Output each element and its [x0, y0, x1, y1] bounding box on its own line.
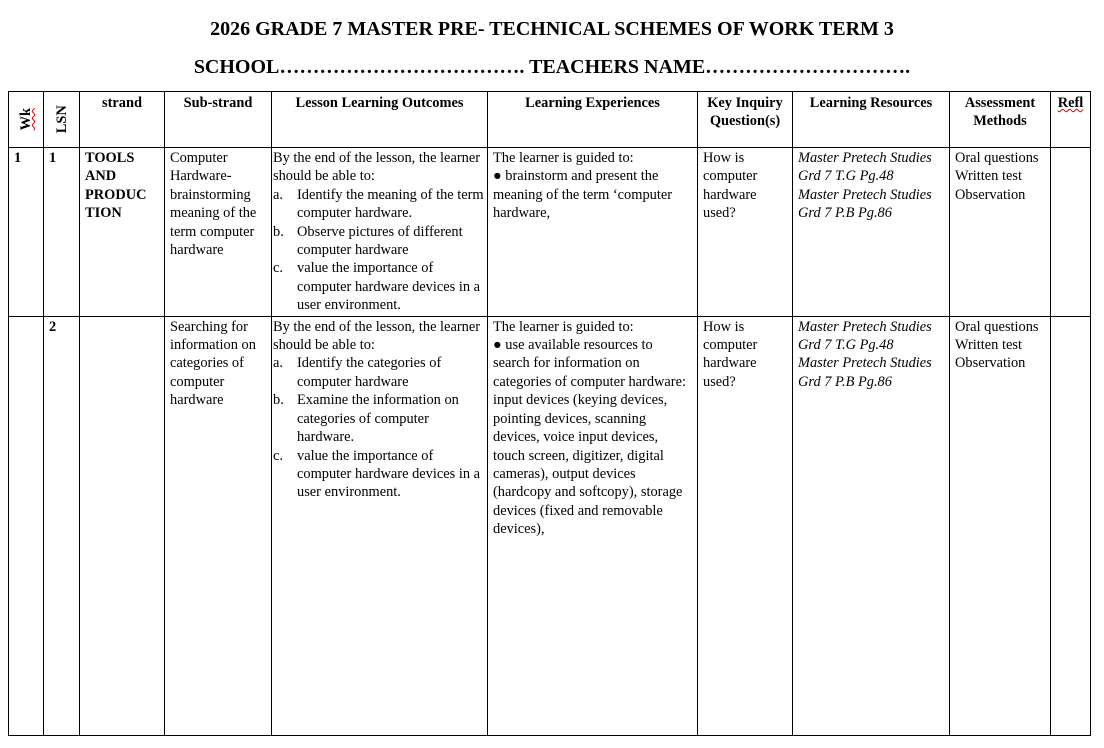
outcomes-list	[273, 186, 484, 315]
experiences-intro: The learner is guided to:	[493, 318, 634, 335]
table-row	[9, 316, 1091, 735]
cell-inquiry: How is computer hardware used?	[698, 148, 793, 317]
list-item: a. Identify the meaning of the term computer hardware.	[273, 186, 484, 222]
header-outcomes: Lesson Learning Outcomes	[272, 92, 488, 148]
schemes-of-work-table	[8, 91, 1091, 736]
header-refl: Refl	[1051, 92, 1091, 148]
list-item: c. value the importance of computer hardware devices in a user environment.	[273, 447, 480, 501]
cell-substrand: Searching for information on categories of computer hardware	[165, 316, 272, 735]
header-wk: Wk	[9, 92, 44, 148]
cell-wk	[9, 316, 44, 735]
header-inquiry: Key Inquiry Question(s)	[698, 92, 793, 148]
cell-wk: 1	[9, 148, 44, 317]
header-resources: Learning Resources	[793, 92, 950, 148]
cell-substrand: Computer Hardware- brainstorming meaning of the term computer hardware	[165, 148, 272, 317]
cell-resources	[793, 148, 950, 317]
header-strand: strand	[80, 92, 165, 148]
outcomes-intro: By the end of the lesson, the learner should be able to:	[273, 150, 480, 185]
outcomes-list	[273, 354, 484, 501]
header-substrand: Sub-strand	[165, 92, 272, 148]
list-item: b. Examine the information on categories of computer hardware.	[273, 392, 459, 446]
experiences-text: ● brainstorm and present the meaning of the term ‘computer hardware,	[493, 168, 673, 222]
cell-outcomes	[272, 316, 488, 735]
document-title: 2026 GRADE 7 MASTER PRE- TECHNICAL SCHEMES OF WORK TERM 3	[210, 18, 894, 40]
resource-item: Master Pretech Studies Grd 7 P.B Pg.86	[798, 355, 932, 390]
cell-strand: TOOLS AND PRODUC TION	[80, 148, 165, 317]
list-item: c. value the importance of computer hardware devices in a user environment.	[273, 260, 480, 314]
resource-item: Master Pretech Studies Grd 7 P.B Pg.86	[798, 186, 932, 222]
cell-experiences	[488, 148, 698, 317]
header-lsn: LSN	[44, 92, 80, 148]
cell-strand	[80, 316, 165, 735]
resource-item: Master Pretech Studies Grd 7 T.G Pg.48	[798, 318, 932, 354]
document-subtitle: SCHOOL………………………………. TEACHERS NAME………………………….	[193, 56, 911, 78]
resource-item: Master Pretech Studies Grd 7 T.G Pg.48	[798, 150, 932, 185]
table-row	[9, 148, 1091, 317]
outcomes-intro: By the end of the lesson, the learner should be able to:	[273, 318, 480, 354]
cell-assessment: Oral questions Written test Observation	[950, 316, 1051, 735]
cell-experiences	[488, 316, 698, 735]
list-item: b. Observe pictures of different computer hardware	[273, 223, 463, 259]
header-assessment: Assessment Methods	[950, 92, 1051, 148]
header-experiences: Learning Experiences	[488, 92, 698, 148]
cell-lsn: 1	[44, 148, 80, 317]
experiences-text: ● use available resources to search for information on categories of computer hardware: input devices (keying devices, pointing devices, scanning devices, voice input devices, touch screen, digitizer, digital cameras), output devices (hardcopy and softcopy), storage devices (fixed and removable devices),	[493, 337, 686, 538]
cell-resources	[793, 316, 950, 735]
cell-refl	[1051, 148, 1091, 317]
cell-refl	[1051, 316, 1091, 735]
header-row	[9, 92, 1091, 148]
cell-outcomes	[272, 148, 488, 317]
list-item: a. Identify the categories of computer hardware	[273, 355, 442, 390]
cell-lsn: 2	[44, 316, 80, 735]
experiences-intro: The learner is guided to:	[493, 150, 634, 166]
cell-assessment: Oral questions Written test Observation	[950, 148, 1051, 317]
cell-inquiry: How is computer hardware used?	[698, 316, 793, 735]
